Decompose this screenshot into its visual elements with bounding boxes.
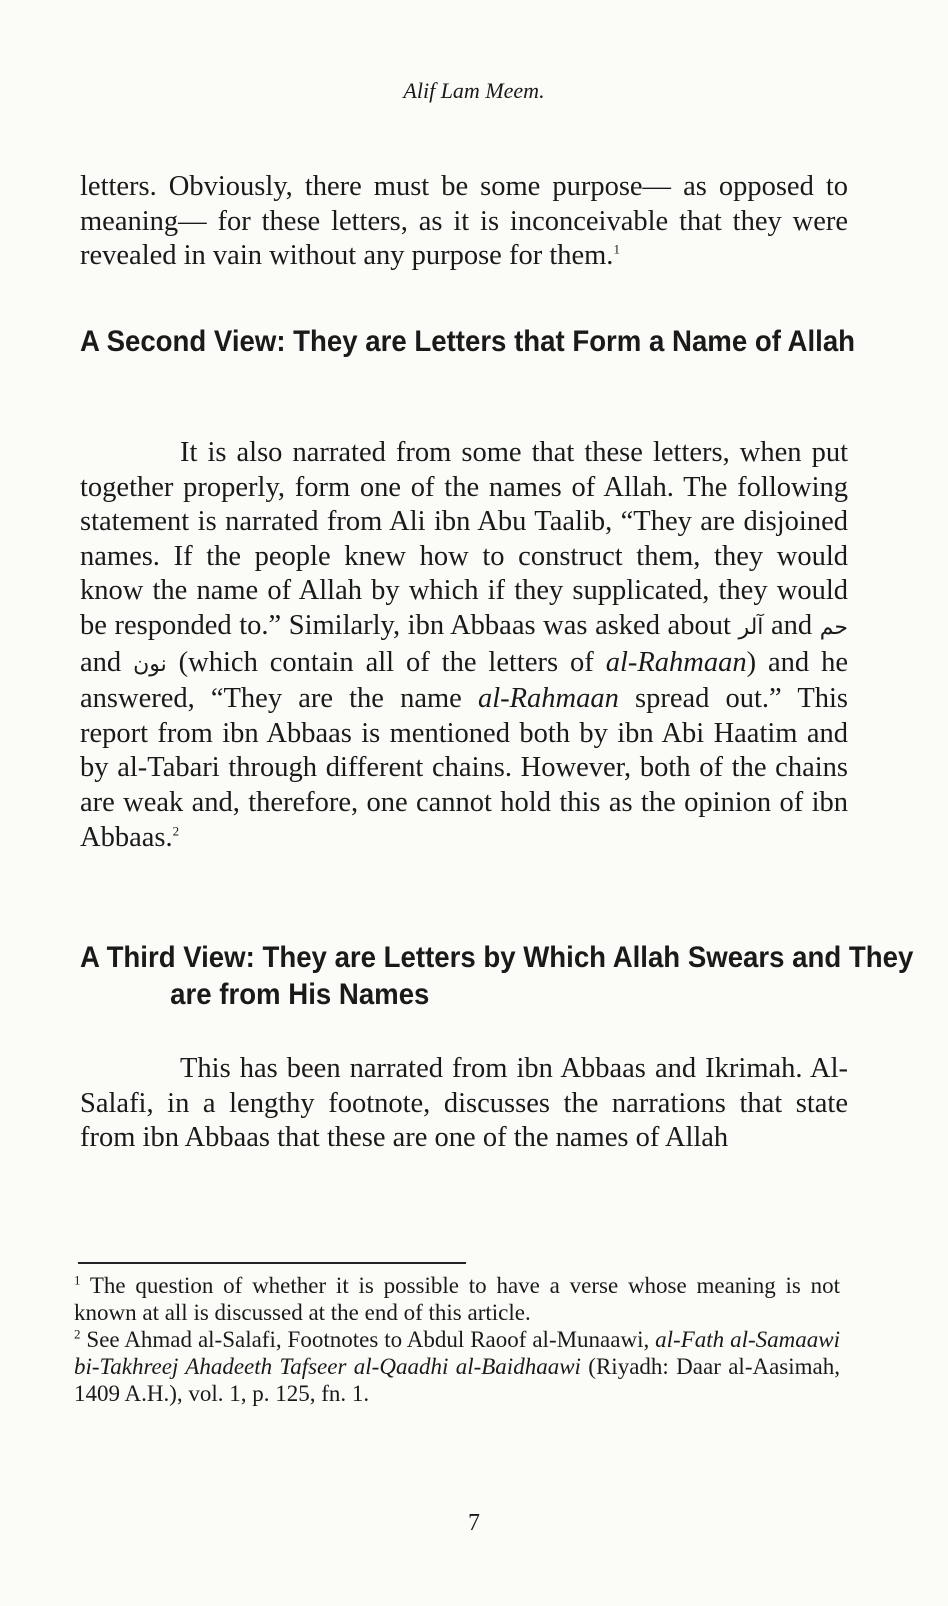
paragraph-continuation bbox=[80, 170, 848, 274]
footnote-book-title: al-Fath al-Samaawi bi-Takhreej Ahadeeth Tafseer al-Qaadhi al-Baidhaawi bbox=[74, 1327, 840, 1379]
paragraph-text: ) and he answered, “They are the name bbox=[80, 646, 849, 715]
italic-term: al-Rahmaan bbox=[605, 646, 747, 678]
paragraph-text: letters. Obviously, there must be some purpose— as opposed to meaning— for these letters, as it is inconceivable that they were revealed in vain without any purpose for them. bbox=[80, 171, 848, 272]
italic-term: al-Rahmaan bbox=[477, 683, 619, 715]
arabic-letters-nun: نون bbox=[133, 651, 167, 677]
footnote-ref-1: 1 bbox=[613, 241, 620, 257]
paragraph-third-view: This has been narrated from ibn Abbaas and Ikrimah. Al-Salafi, in a lengthy footnote, discusses the narrations that state from ibn Abbaas that these are one of the names of Allah bbox=[80, 1053, 848, 1154]
footnote-ref-2: 2 bbox=[172, 823, 180, 839]
paragraph-text: (which contain all of the letters of bbox=[166, 646, 606, 678]
arabic-letters-hm: حم bbox=[819, 614, 848, 640]
footnote-number: 2 bbox=[74, 1326, 81, 1342]
section-heading-second-view: A Second View: They are Letters that Form a Name of Allah bbox=[80, 325, 856, 358]
footnote-divider bbox=[78, 1262, 466, 1264]
section-heading-third-view: A Third View: They are Letters by Which Allah Swears and They are from His Names bbox=[80, 941, 914, 1011]
paragraph-text: spread out.” This report from ibn Abbaas is mentioned both by ibn Abi Haatim and by al-Tabari through different chains. However, both of the chains are weak and, therefore, one cannot hold this as the opinion of ibn Abbaas. bbox=[80, 683, 848, 853]
conjunction: and bbox=[80, 646, 134, 678]
footnote-1 bbox=[74, 1272, 840, 1326]
page-number: 7 bbox=[468, 1510, 480, 1536]
conjunction: and bbox=[763, 609, 820, 641]
footnote-text: See Ahmad al-Salafi, Footnotes to Abdul Raoof al-Munaawi, bbox=[80, 1327, 656, 1352]
footnote-text: (Riyadh: Daar al-Aasimah, 1409 A.H.), vol. 1, p. 125, fn. 1. bbox=[74, 1354, 840, 1406]
footnotes bbox=[74, 1272, 840, 1407]
arabic-letters-alr: آلر bbox=[738, 614, 764, 640]
footnote-text: The question of whether it is possible to have a verse whose meaning is not known at all is discussed at the end of this article. bbox=[74, 1273, 840, 1325]
footnote-number: 1 bbox=[74, 1272, 81, 1288]
footnote-2 bbox=[74, 1326, 840, 1407]
running-head: Alif Lam Meem. bbox=[403, 78, 545, 103]
paragraph-text: It is also narrated from some that these letters, when put together properly, form one of the names of Allah. The following statement is narrated from Ali ibn Abu Taalib, “They are disjoined names. If the people knew how to construct them, they would know the name of Allah by which if they supplicated, they would be responded to.” Similarly, ibn Abbaas was asked about bbox=[80, 437, 848, 641]
paragraph-second-view bbox=[80, 436, 848, 855]
